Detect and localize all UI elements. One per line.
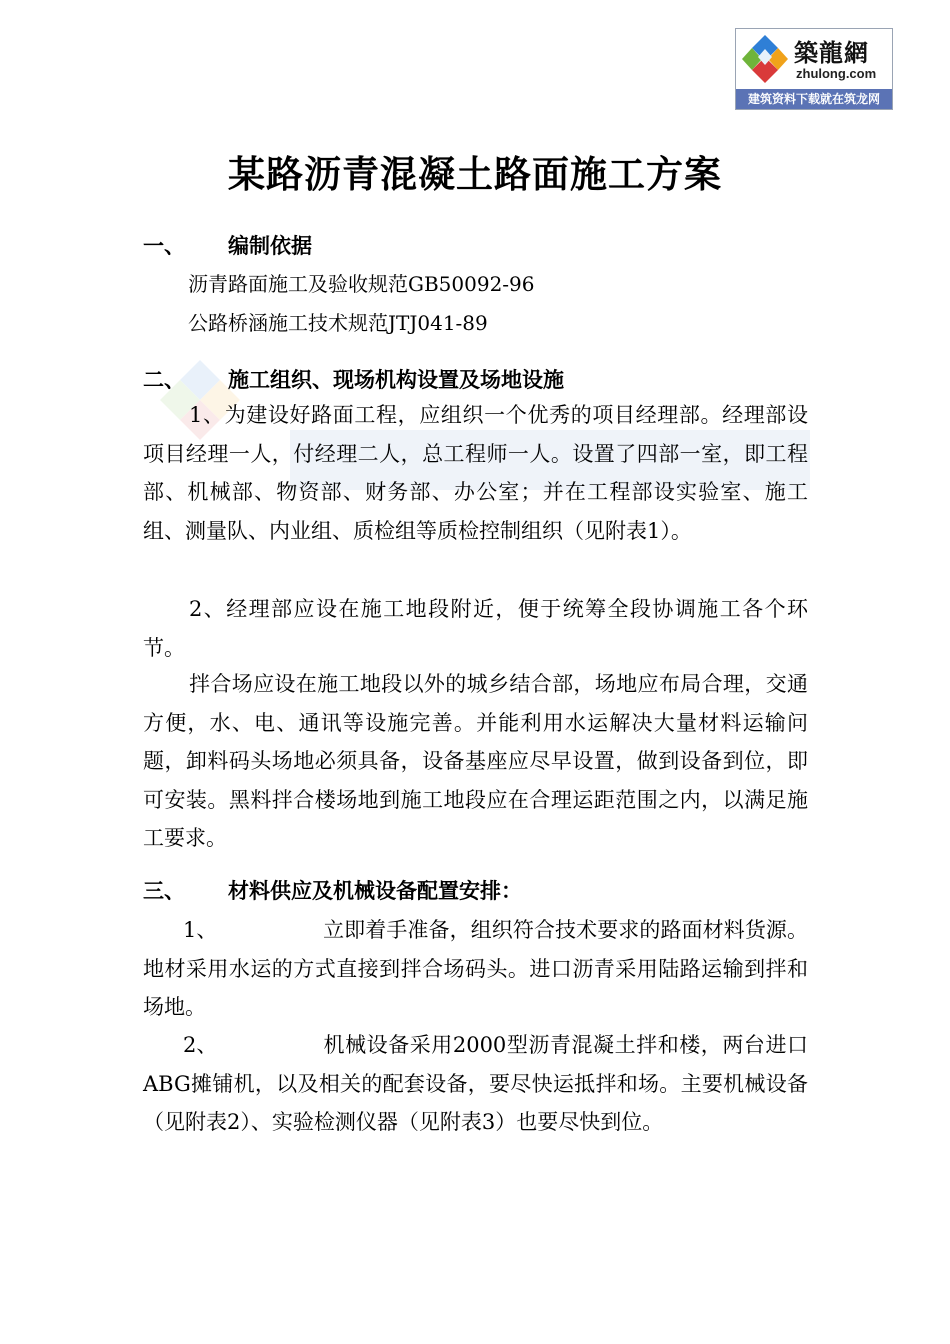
section-2-title: 施工组织、现场机构设置及场地设施 (228, 368, 564, 392)
section-3-item-2 (143, 1026, 808, 1142)
section-3-item-2-text: 机械设备采用2000型沥青混凝土拌和楼，两台进口ABG摊铺机，以及相关的配套设备，要尽快运抵拌和场。主要机械设备（见附表2）、实验检测仪器（见附表3）也要尽快到位。 (143, 1033, 808, 1134)
section-1-heading (143, 230, 312, 260)
zhulong-logo-mark-icon (740, 33, 790, 85)
section-1-number: 一、 (143, 234, 185, 258)
logo-domain: zhulong.com (796, 66, 877, 81)
section-3-item-2-number: 2、 (183, 1033, 218, 1057)
logo-name: 築龍網 (794, 38, 869, 67)
section-3-item-1-text: 立即着手准备，组织符合技术要求的路面材料货源。地材采用水运的方式直接到拌合场码头。进口沥青采用陆路运输到拌和场地。 (143, 918, 808, 1019)
section-3-title: 材料供应及机械设备配置安排： (228, 879, 522, 903)
section-1-line-1: 沥青路面施工及验收规范GB50092-96 (188, 272, 535, 296)
document-title: 某路沥青混凝土路面施工方案 (228, 153, 722, 196)
logo-slogan: 建筑资料下载就在筑龙网 (736, 89, 892, 109)
section-2-paragraph-1: 1、为建设好路面工程，应组织一个优秀的项目经理部。经理部设项目经理一人，付经理二人，总工程师一人。设置了四部一室，即工程部、机械部、物资部、财务部、办公室；并在工程部设实验室、施工组、测量队、内业组、质检组等质检控制组织（见附表1）。 (143, 403, 808, 543)
section-2-number: 二、 (143, 368, 185, 392)
section-3-item-1 (143, 911, 808, 1027)
section-3-item-1-number: 1、 (183, 918, 218, 942)
section-2-heading (143, 364, 564, 394)
section-2-paragraph-2: 2、经理部应设在施工地段附近，便于统筹全段协调施工各个环节。 (143, 597, 808, 660)
zhulong-logo (735, 28, 893, 110)
section-3-number: 三、 (143, 879, 185, 903)
section-2-paragraph-3: 拌合场应设在施工地段以外的城乡结合部，场地应布局合理，交通方便，水、电、通讯等设施完善。并能利用水运解决大量材料运输问题，卸料码头场地必须具备，设备基座应尽早设置，做到设备到位，即可安装。黑料拌合楼场地到施工地段应在合理运距范围之内，以满足施工要求。 (143, 672, 808, 850)
section-3-heading (143, 875, 522, 905)
section-1-title: 编制依据 (228, 234, 312, 258)
section-1-line-2: 公路桥涵施工技术规范JTJ041-89 (188, 311, 488, 335)
